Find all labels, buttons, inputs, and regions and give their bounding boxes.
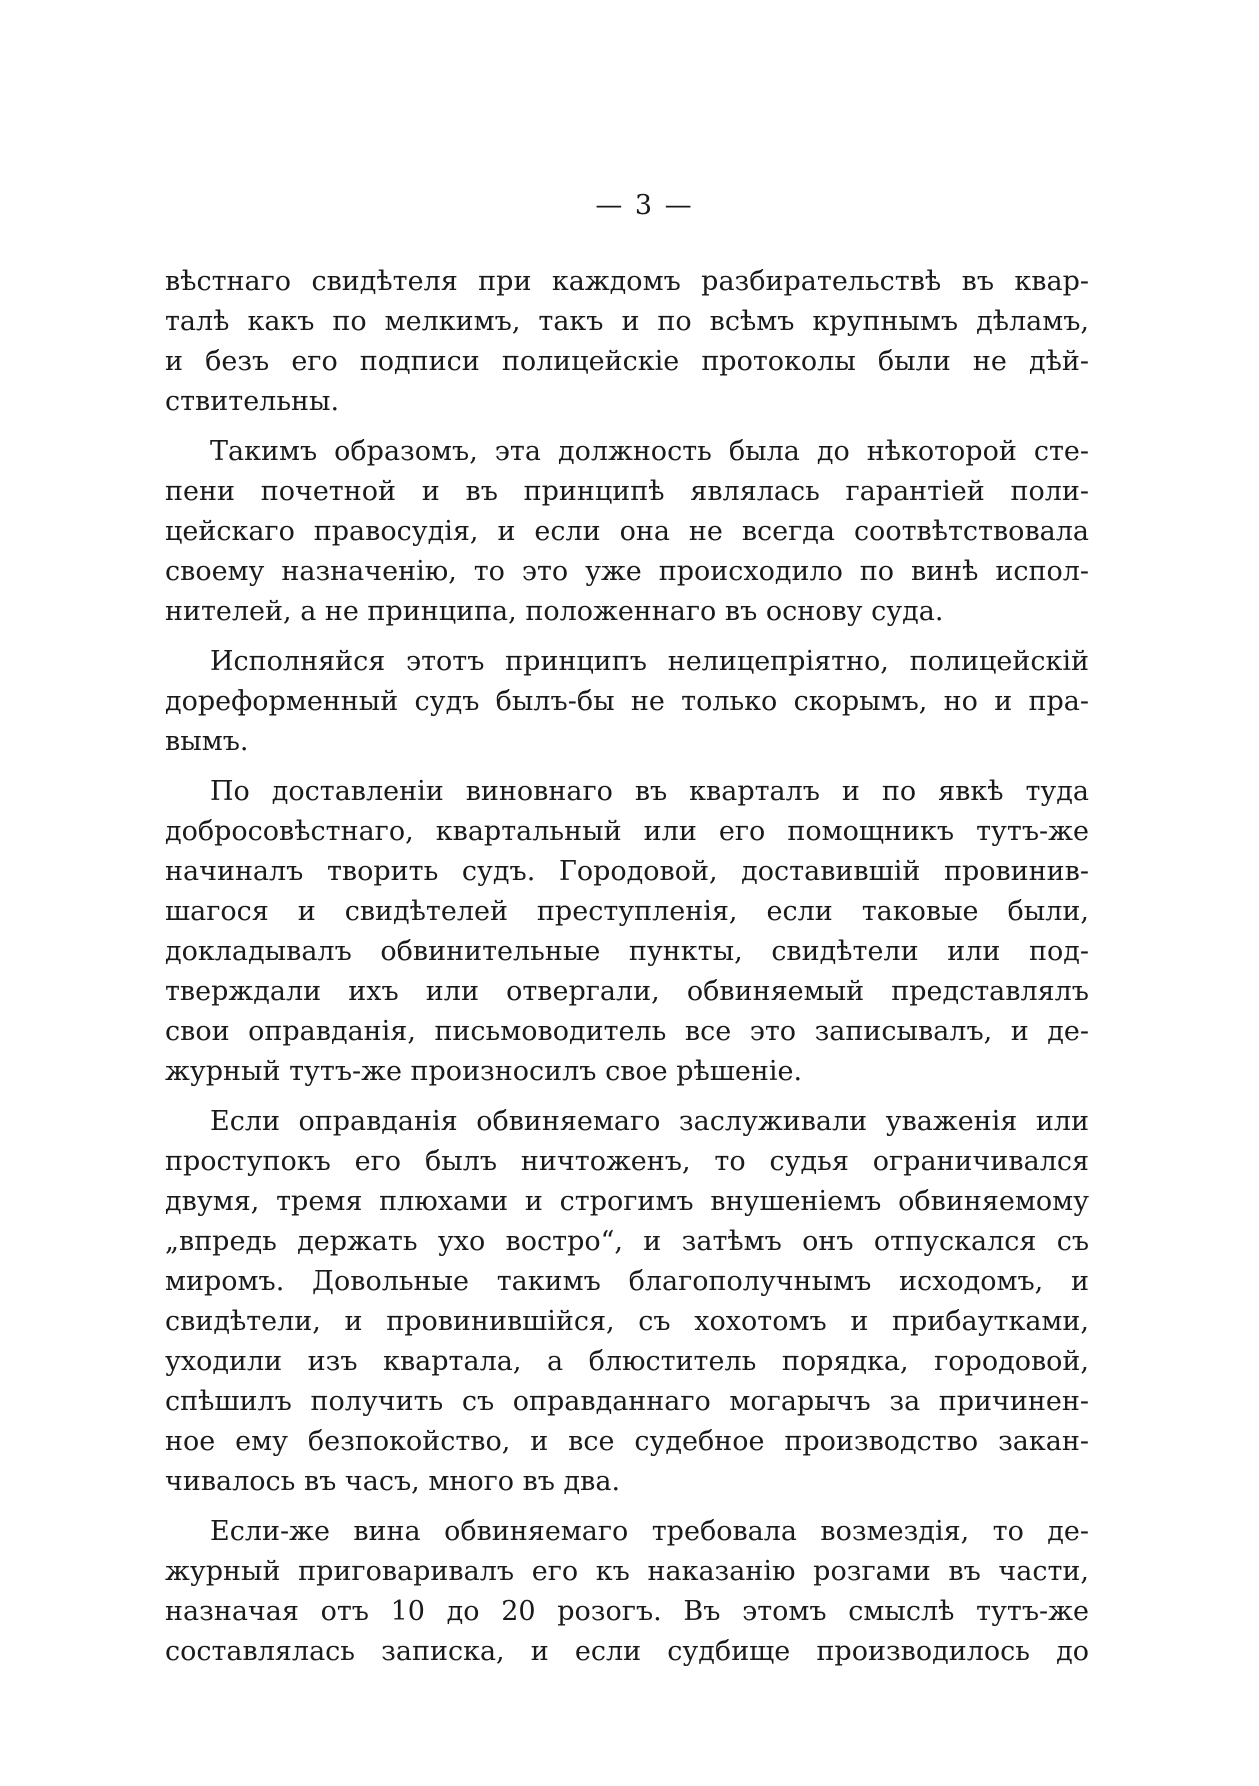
text-line: ное ему безпокойство, и все судебное производство закан- — [165, 1426, 1089, 1457]
text-line: талѣ какъ по мелкимъ, такъ и по всѣмъ крупнымъ дѣламъ, — [165, 306, 1089, 337]
text-line: По доставленіи виновнаго въ кварталъ и по явкѣ туда — [210, 776, 1089, 807]
text-line: тверждали ихъ или отвергали, обвиняемый представлялъ — [165, 976, 1089, 1007]
text-line: назначая отъ 10 до 20 розогъ. Въ этомъ смыслѣ тутъ-же — [165, 1596, 1089, 1627]
text-line: начиналъ творить судъ. Городовой, доставившій провинив- — [165, 856, 1089, 887]
text-line: Исполняйся этотъ принципъ нелицепріятно, полицейскій — [210, 646, 1089, 677]
text-line: дореформенный судъ былъ-бы не только скорымъ, но и пра- — [165, 686, 1089, 717]
text-line: и безъ его подписи полицейскіе протоколы были не дѣй- — [165, 346, 1089, 377]
text-line: нителей, а не принципа, положеннаго въ основу суда. — [165, 596, 944, 627]
text-line: „впредь держать ухо востро“, и затѣмъ онъ отпускался съ — [165, 1226, 1089, 1257]
text-line: Если оправданія обвиняемаго заслуживали уваженія или — [210, 1106, 1089, 1137]
text-line: миромъ. Довольные такимъ благополучнымъ исходомъ, и — [165, 1266, 1089, 1297]
text-line: журный приговаривалъ его къ наказанію розгами въ части, — [165, 1556, 1089, 1587]
text-line: вѣстнаго свидѣтеля при каждомъ разбирательствѣ въ квар- — [165, 266, 1089, 297]
text-line: Такимъ образомъ, эта должность была до нѣкоторой сте- — [210, 436, 1089, 467]
page-number: — 3 — — [595, 190, 694, 221]
body-text — [165, 262, 1089, 1682]
text-line: уходили изъ квартала, а блюститель порядка, городовой, — [165, 1346, 1089, 1377]
paragraph-5 — [165, 1102, 1089, 1502]
text-line: пени почетной и въ принципѣ являлась гарантіей поли- — [165, 476, 1089, 507]
text-line: проступокъ его былъ ничтоженъ, то судья ограничивался — [165, 1146, 1089, 1177]
text-line: двумя, тремя плюхами и строгимъ внушеніемъ обвиняемому — [165, 1186, 1089, 1217]
text-line: чивалось въ часъ, много въ два. — [165, 1466, 621, 1497]
text-line: докладывалъ обвинительные пункты, свидѣтели или под- — [165, 936, 1089, 967]
text-line: цейскаго правосудія, и если она не всегда соотвѣтствовала — [165, 516, 1089, 547]
text-line: журный тутъ-же произносилъ свое рѣшеніе. — [165, 1056, 803, 1087]
text-line: спѣшилъ получить съ оправданнаго могарычъ за причинен- — [165, 1386, 1089, 1417]
paragraph-3 — [165, 642, 1089, 762]
text-line: шагося и свидѣтелей преступленія, если таковые были, — [165, 896, 1089, 927]
paragraph-1 — [165, 262, 1089, 422]
text-line: вымъ. — [165, 726, 249, 757]
text-line: составлялась записка, и если судбище производилось до — [165, 1636, 1089, 1667]
paragraph-6 — [165, 1512, 1089, 1672]
text-line: ствительны. — [165, 386, 340, 417]
paragraph-4 — [165, 772, 1089, 1092]
paragraph-2 — [165, 432, 1089, 632]
text-line: добросовѣстнаго, квартальный или его помощникъ тутъ-же — [165, 816, 1089, 847]
text-line: свои оправданія, письмоводитель все это записывалъ, и де- — [165, 1016, 1089, 1047]
text-line: своему назначенію, то это уже происходило по винѣ испол- — [165, 556, 1089, 587]
text-line: свидѣтели, и провинившійся, съ хохотомъ и прибаутками, — [165, 1306, 1089, 1337]
text-line: Если-же вина обвиняемаго требовала возмездія, то де- — [210, 1516, 1089, 1547]
